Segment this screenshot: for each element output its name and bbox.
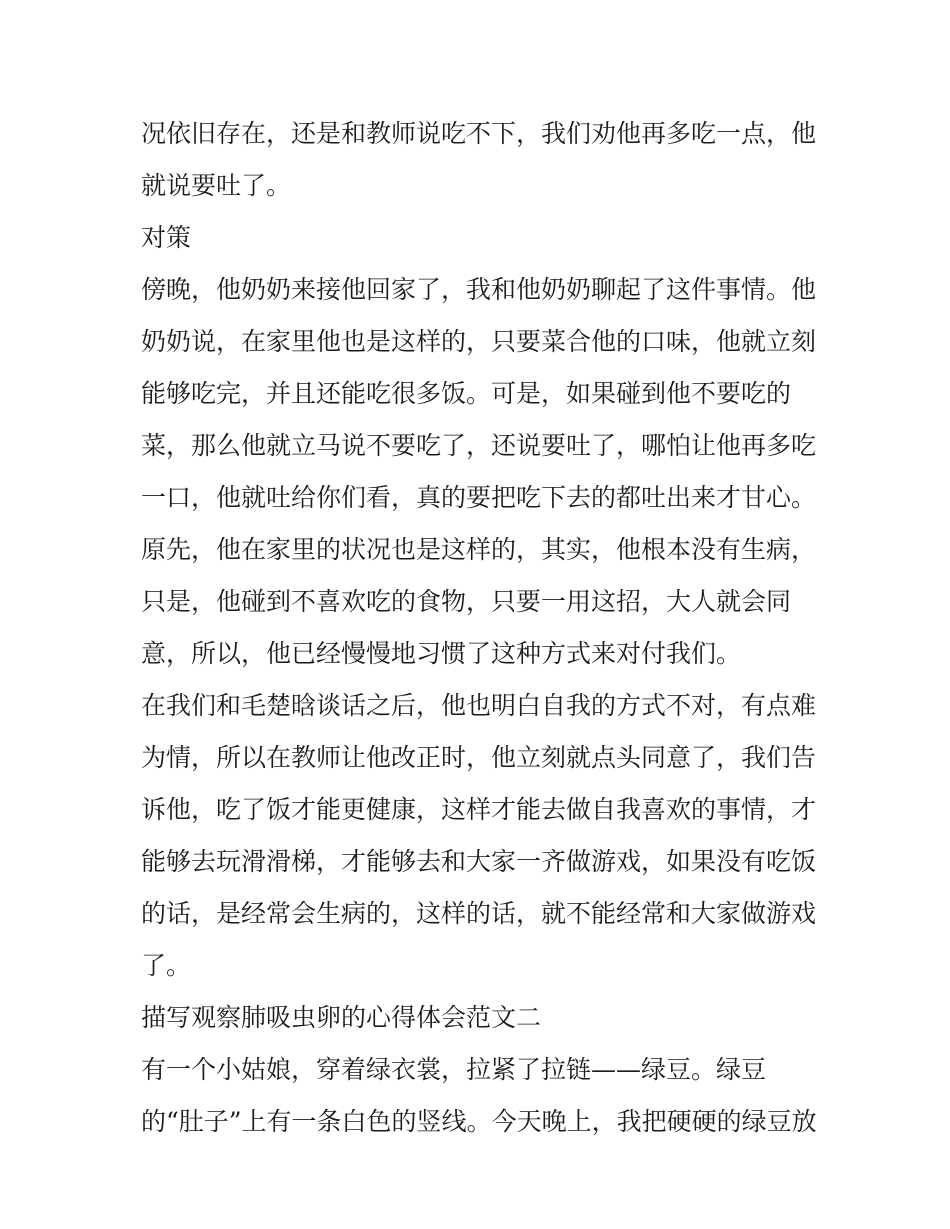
text-line: 了。 [141,951,192,980]
text-line: 一口，他就吐给你们看，真的要把吃下去的都吐出来才甘心。 [141,483,817,512]
section-heading: 描写观察肺吸虫卵的心得体会范文二 [141,1003,542,1032]
text-line: 原先，他在家里的状况也是这样的，其实，他根本没有生病， [141,535,817,564]
text-line: 奶奶说，在家里他也是这样的，只要菜合他的口味，他就立刻 [141,327,817,356]
text-line: 诉他，吃了饭才能更健康，这样才能去做自我喜欢的事情，才 [141,795,817,824]
text-line: 有一个小姑娘，穿着绿衣裳，拉紧了拉链——绿豆。绿豆 [141,1055,767,1084]
text-line: 的“肚子”上有一条白色的竖线。今天晚上，我把硬硬的绿豆放 [141,1107,817,1136]
text-line: 能够去玩滑滑梯，才能够去和大家一齐做游戏，如果没有吃饭 [141,847,817,876]
text-line: 况依旧存在，还是和教师说吃不下，我们劝他再多吃一点，他 [141,119,817,148]
section-heading: 对策 [141,223,192,252]
text-line: 就说要吐了。 [141,171,292,200]
text-line: 在我们和毛楚晗谈话之后，他也明白自我的方式不对，有点难 [141,691,817,720]
text-line: 菜，那么他就立马说不要吃了，还说要吐了，哪怕让他再多吃 [141,431,817,460]
text-line: 只是，他碰到不喜欢吃的食物，只要一用这招，大人就会同 [141,587,792,616]
text-line: 意，所以，他已经慢慢地习惯了这种方式来对付我们。 [141,639,742,668]
text-line: 为情，所以在教师让他改正时，他立刻就点头同意了，我们告 [141,743,817,772]
document-body [141,108,821,1148]
text-line: 能够吃完，并且还能吃很多饭。可是，如果碰到他不要吃的 [141,379,792,408]
text-line: 的话，是经常会生病的，这样的话，就不能经常和大家做游戏 [141,899,817,928]
text-line: 傍晚，他奶奶来接他回家了，我和他奶奶聊起了这件事情。他 [141,275,817,304]
